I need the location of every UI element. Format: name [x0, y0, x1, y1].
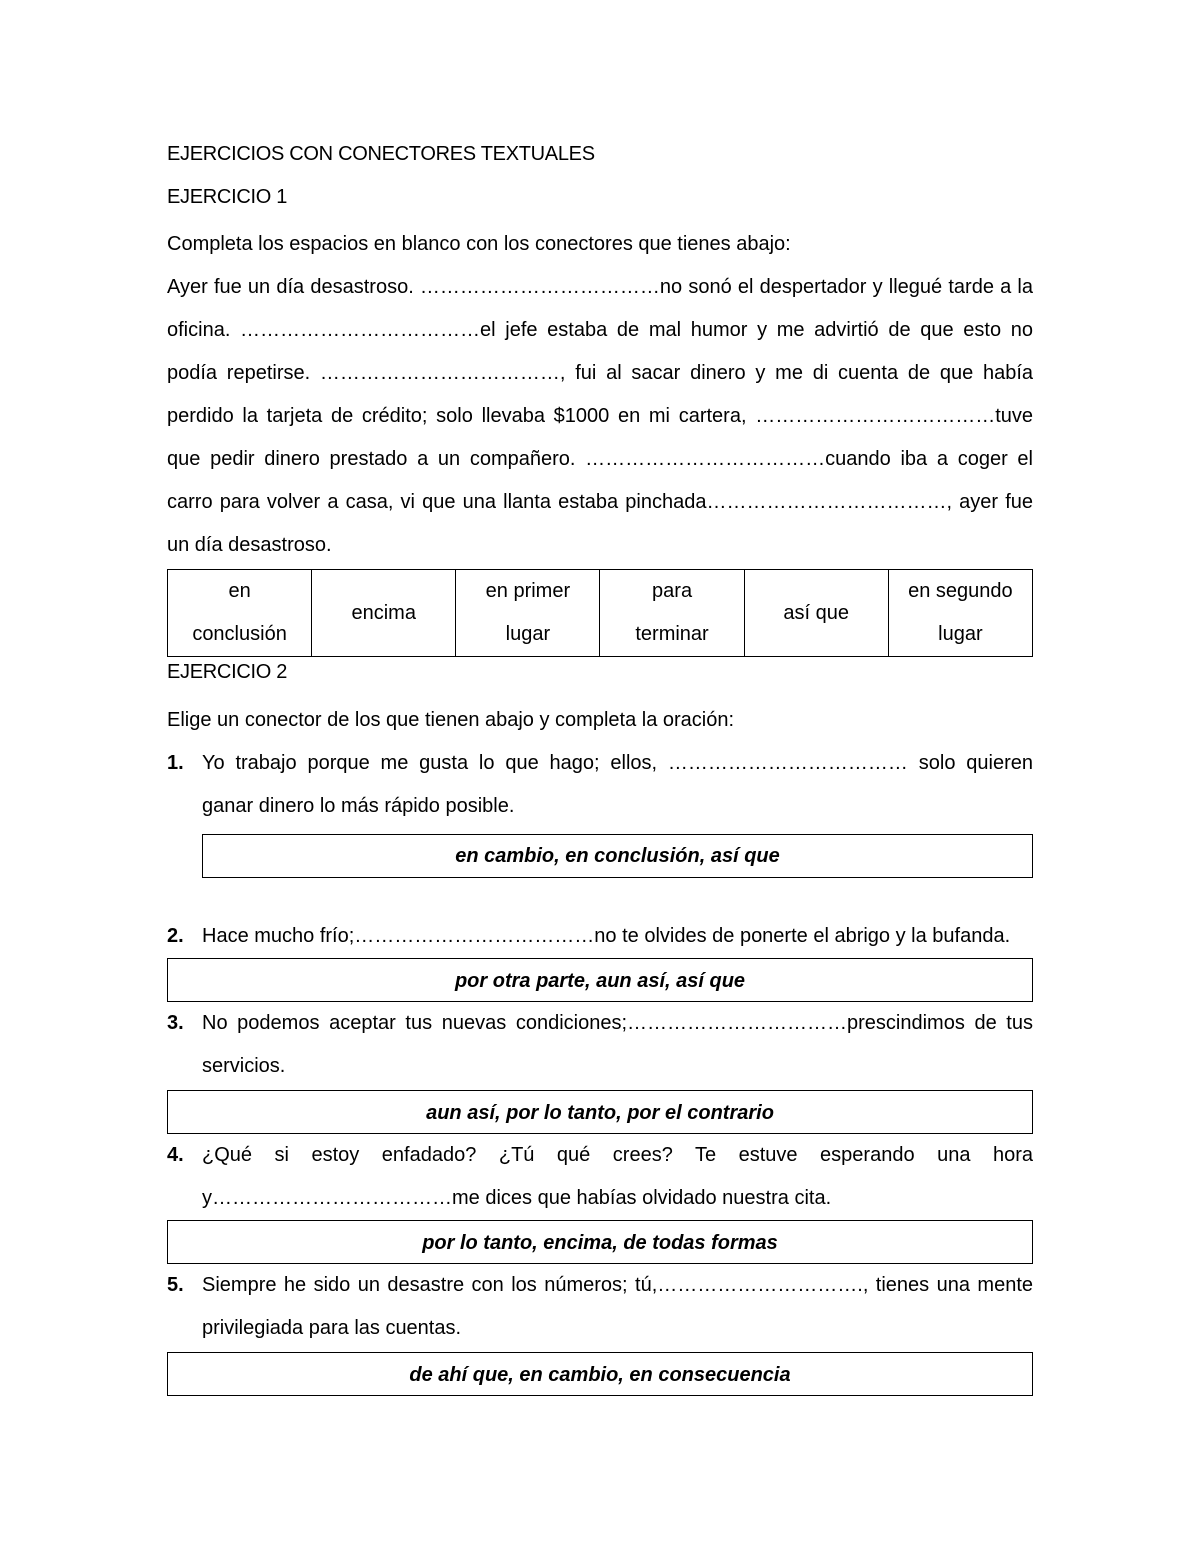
item-line: privilegiada para las cuentas.: [202, 1317, 462, 1339]
item-number: 1.: [167, 752, 184, 774]
item-number: 5.: [167, 1274, 184, 1296]
options-box: aun así, por lo tanto, por el contrario: [167, 1090, 1033, 1134]
paragraph-line: Ayer fue un día desastroso. ………………………………no sonó el despertador y llegué tarde a la: [167, 276, 1033, 298]
paragraph-line: oficina. ………………………………el jefe estaba de mal humor y me advirtió de que esto no: [167, 319, 1033, 341]
options-box: en cambio, en conclusión, así que: [202, 834, 1033, 878]
exercise-2-item-2: [167, 915, 1033, 958]
item-line: Hace mucho frío;………………………………no te olvides de ponerte el abrigo y la bufanda.: [202, 925, 1011, 947]
exercise-2-heading: EJERCICIO 2: [167, 661, 288, 683]
item-number: 3.: [167, 1012, 184, 1034]
item-line: ¿Qué si estoy enfadado? ¿Tú qué crees? Te estuve esperando una hora: [202, 1144, 1033, 1166]
connector-cell: encima: [312, 570, 456, 657]
paragraph-line: un día desastroso.: [167, 534, 332, 556]
exercise-1-heading: EJERCICIO 1: [167, 186, 288, 208]
connector-cell: para terminar: [600, 570, 744, 657]
item-line: ganar dinero lo más rápido posible.: [202, 795, 515, 817]
connectors-table: [167, 569, 1033, 657]
exercise-2-instruction: Elige un conector de los que tienen abajo y completa la oración:: [167, 709, 735, 731]
exercise-2-item-4: [167, 1134, 1033, 1220]
exercise-1-instruction: Completa los espacios en blanco con los conectores que tienes abajo:: [167, 233, 791, 255]
item-number: 2.: [167, 925, 184, 947]
item-line: No podemos aceptar tus nuevas condiciones;……………………………prescindimos de tus: [202, 1012, 1033, 1034]
document-title: EJERCICIOS CON CONECTORES TEXTUALES: [167, 143, 595, 165]
paragraph-line: perdido la tarjeta de crédito; solo llevaba $1000 en mi cartera, ………………………………tuve: [167, 405, 1033, 427]
connector-cell: en segundo lugar: [888, 570, 1032, 657]
connector-cell: en conclusión: [168, 570, 312, 657]
document-page: [167, 138, 1033, 1396]
item-line: y………………………………me dices que habías olvidado nuestra cita.: [202, 1187, 832, 1209]
item-number: 4.: [167, 1144, 184, 1166]
options-box: por lo tanto, encima, de todas formas: [167, 1220, 1033, 1264]
item-line: servicios.: [202, 1055, 286, 1077]
exercise-2-item-5: [167, 1264, 1033, 1350]
item-line: Yo trabajo porque me gusta lo que hago; ellos, ……………………………… solo quieren: [202, 752, 1033, 774]
options-box: de ahí que, en cambio, en consecuencia: [167, 1352, 1033, 1396]
exercise-2-item-3: [167, 1002, 1033, 1088]
exercise-1-paragraph: [167, 266, 1033, 567]
paragraph-line: que pedir dinero prestado a un compañero. ………………………………cuando iba a coger el: [167, 448, 1033, 470]
connector-cell: en primer lugar: [456, 570, 600, 657]
paragraph-line: podía repetirse. ………………………………, fui al sacar dinero y me di cuenta de que había: [167, 362, 1033, 384]
exercise-2-item-1: [167, 742, 1033, 828]
connector-cell: así que: [744, 570, 888, 657]
item-line: Siempre he sido un desastre con los números; tú,…………………………., tienes una mente: [202, 1274, 1033, 1296]
paragraph-line: carro para volver a casa, vi que una llanta estaba pinchada………………………………, ayer fue: [167, 491, 1033, 513]
options-box: por otra parte, aun así, así que: [167, 958, 1033, 1002]
